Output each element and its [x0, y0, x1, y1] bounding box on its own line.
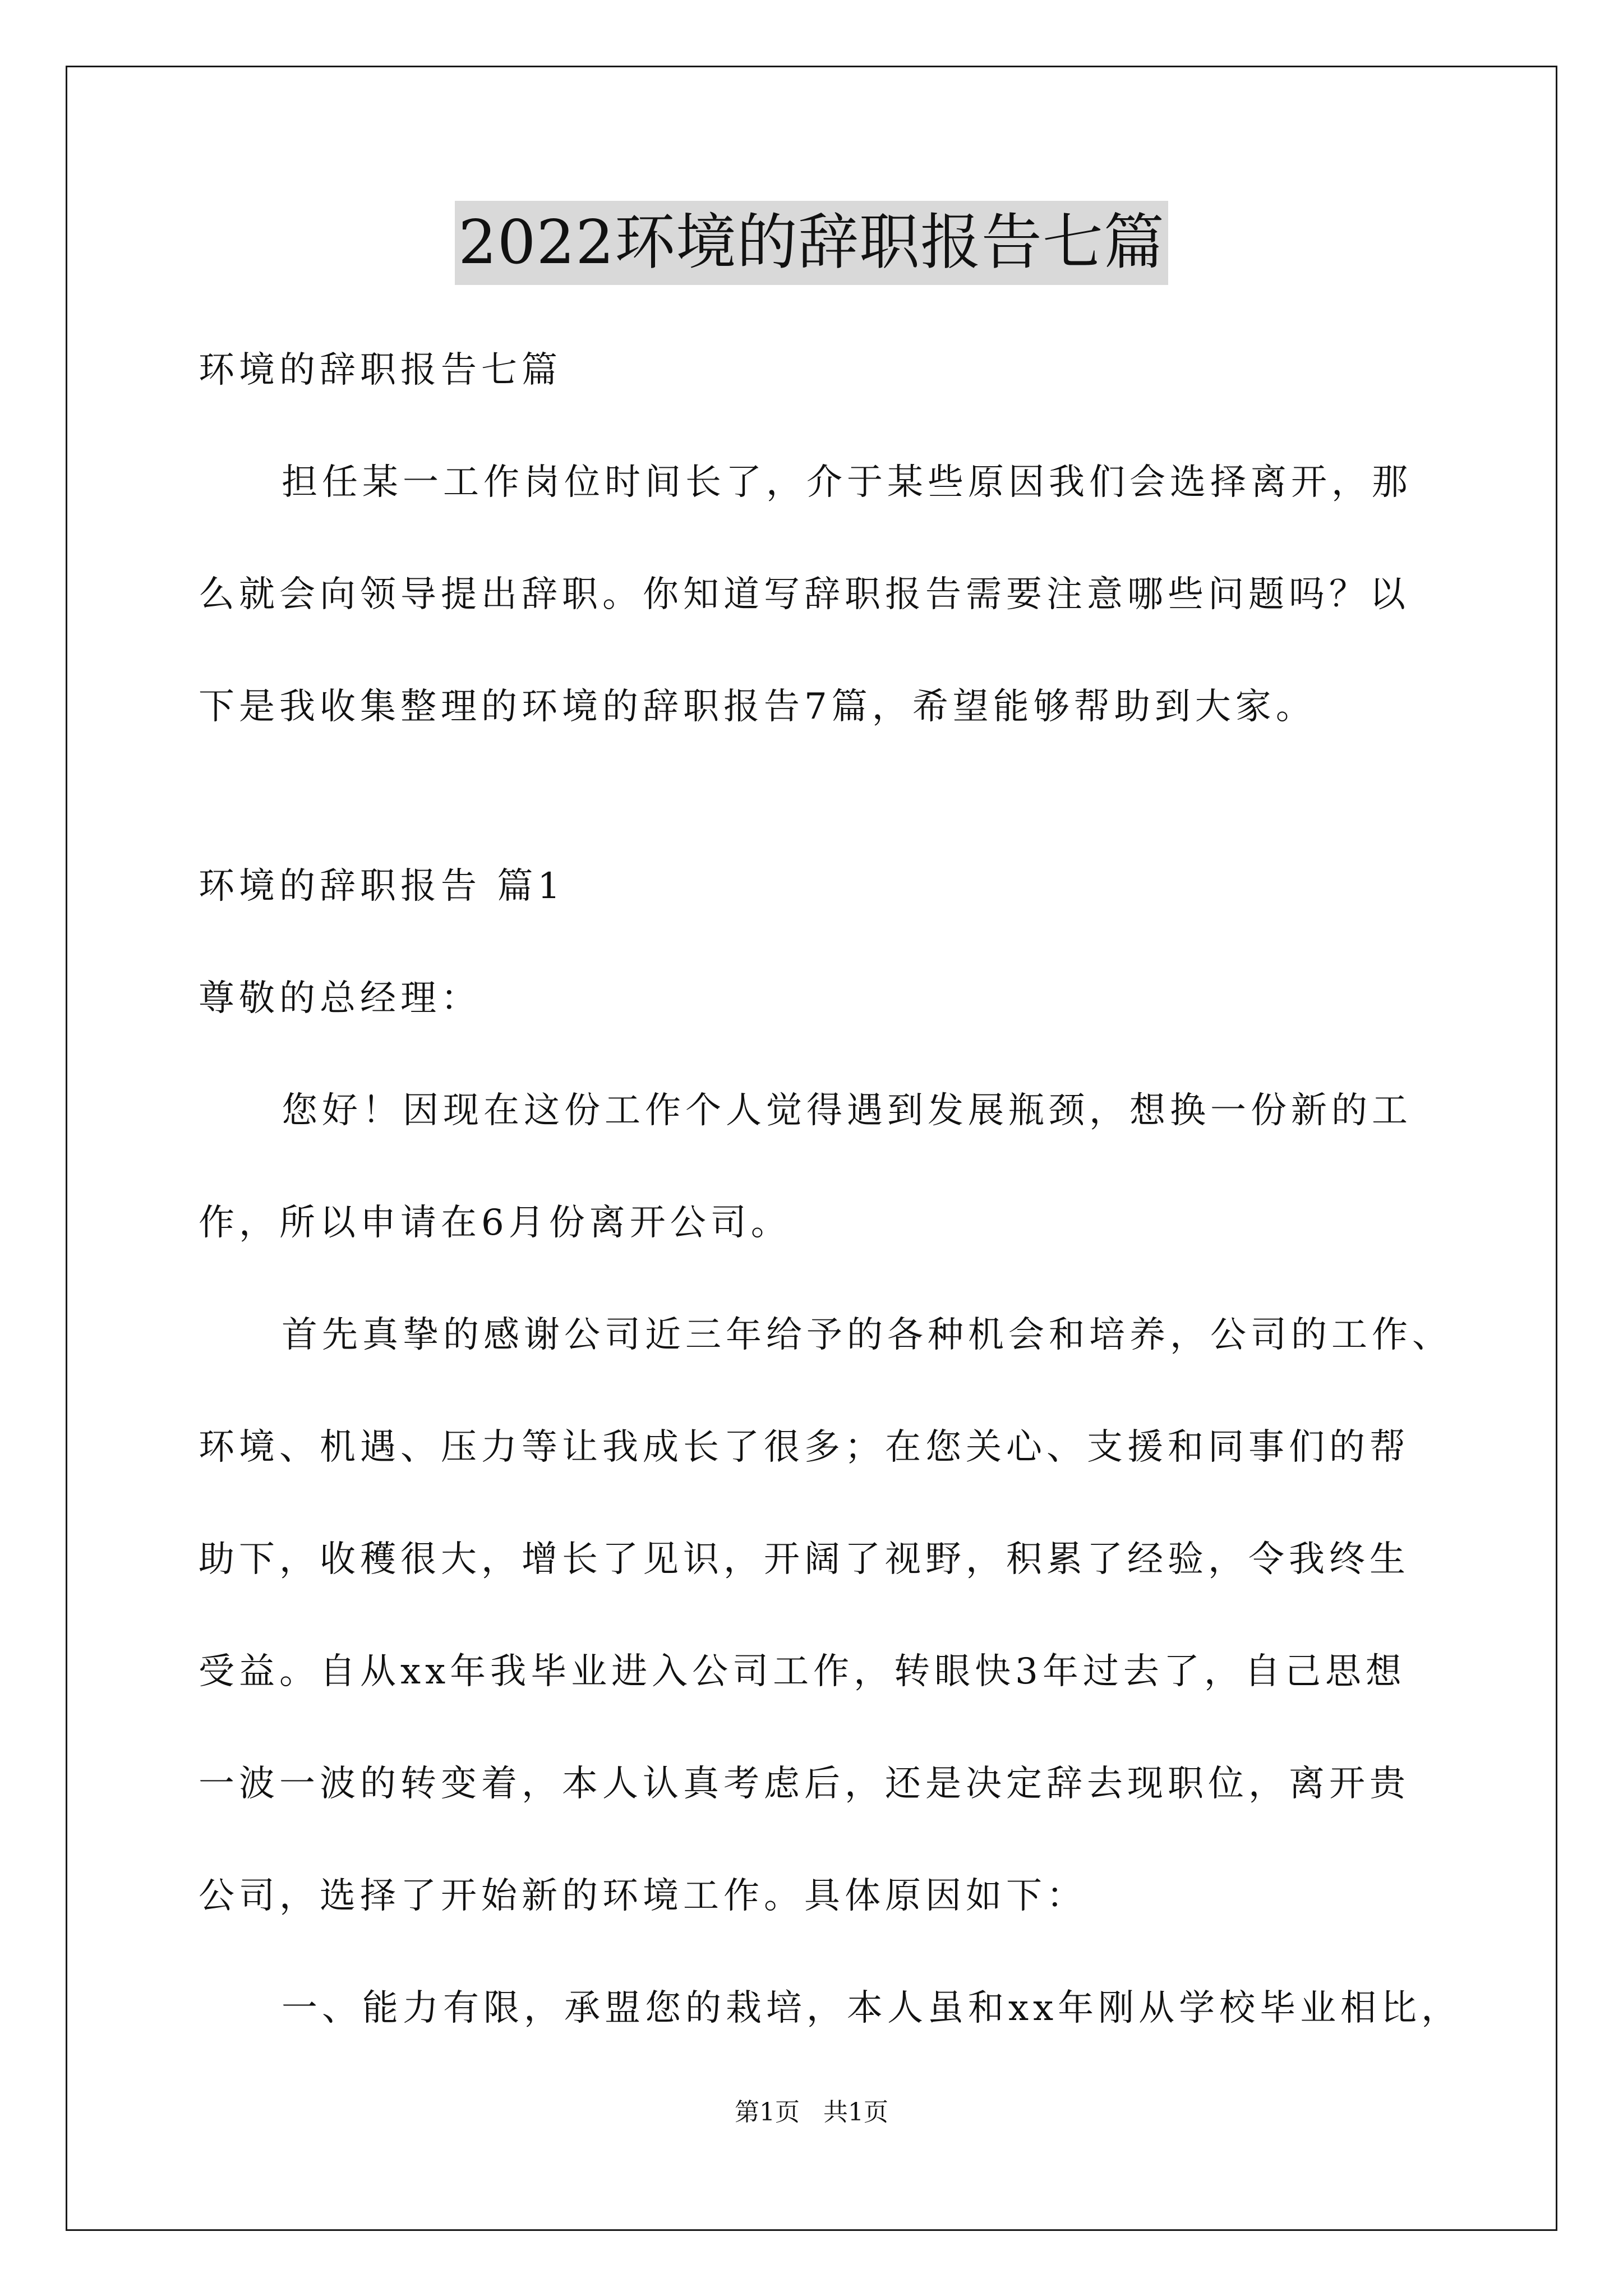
intro-line: 么就会向领导提出辞职。你知道写辞职报告需要注意哪些问题吗？以 [199, 574, 1410, 615]
body-line: 一波一波的转变着，本人认真考虑后，还是决定辞去现职位，离开贵 [199, 1763, 1410, 1805]
body-line: 一、能力有限，承盟您的栽培，本人虽和xx年刚从学校毕业相比， [282, 1987, 1462, 2029]
page-footer: 第1页 共1页 [735, 2098, 888, 2127]
document-body [199, 314, 1466, 2064]
body-line: 公司，选择了开始新的环境工作。具体原因如下： [199, 1875, 1087, 1917]
document-title: 2022环境的辞职报告七篇 [455, 201, 1168, 285]
spacer [199, 763, 1466, 830]
title-container [0, 201, 1623, 285]
section-heading: 环境的辞职报告 篇1 [199, 866, 565, 907]
body-line: 助下，收穫很大，增长了见识，开阔了视野，积累了经验，令我终生 [199, 1539, 1410, 1580]
body-line: 您好！因现在这份工作个人觉得遇到发展瓶颈，想换一份新的工 [282, 1090, 1412, 1131]
body-line: 作，所以申请在6月份离开公司。 [199, 1202, 791, 1244]
intro-line: 担任某一工作岗位时间长了，介于某些原因我们会选择离开，那 [282, 462, 1412, 503]
body-line: 环境、机遇、压力等让我成长了很多；在您关心、支援和同事们的帮 [199, 1427, 1410, 1468]
document-subtitle: 环境的辞职报告七篇 [199, 349, 562, 391]
body-line: 首先真挚的感谢公司近三年给予的各种机会和培养，公司的工作、 [282, 1314, 1453, 1356]
salutation: 尊敬的总经理： [199, 978, 481, 1019]
intro-line: 下是我收集整理的环境的辞职报告7篇，希望能够帮助到大家。 [199, 686, 1316, 728]
body-line: 受益。自从xx年我毕业进入公司工作，转眼快3年过去了，自己思想 [199, 1651, 1406, 1692]
